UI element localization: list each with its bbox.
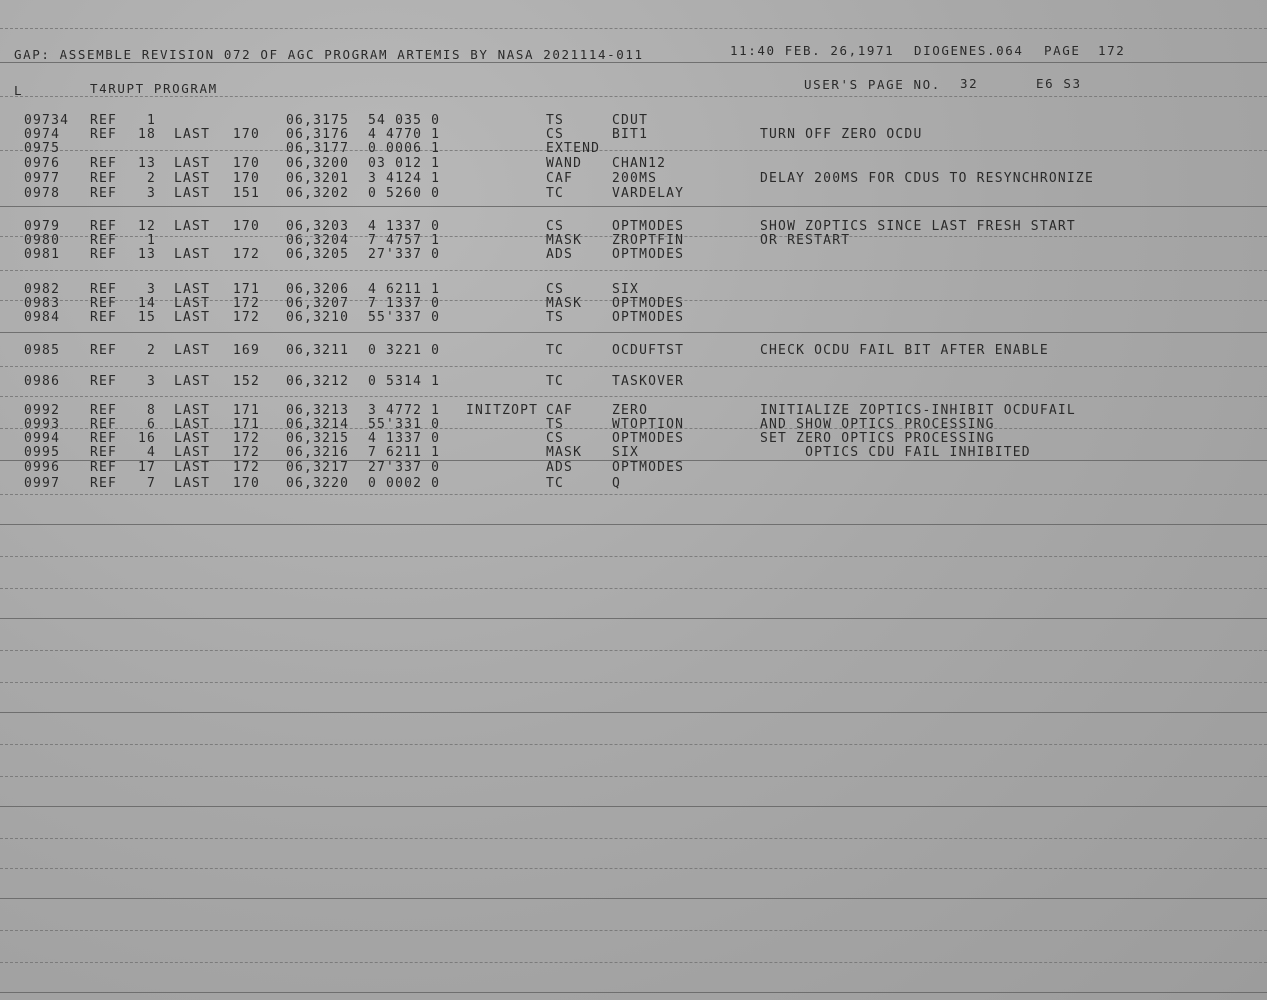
ruled-line (0, 838, 1267, 839)
operand: OPTMODES (612, 431, 685, 446)
octal-word: 3 4772 1 (368, 403, 441, 418)
address: 06,3204 (286, 233, 350, 248)
operand: OPTMODES (612, 296, 685, 311)
comment: OR RESTART (760, 233, 851, 248)
last-keyword: LAST (174, 403, 211, 418)
ref-keyword: REF (90, 127, 118, 142)
last-page: 171 (232, 403, 260, 418)
ref-count: 1 (146, 113, 156, 128)
last-keyword: LAST (174, 296, 211, 311)
opcode: CS (546, 219, 565, 234)
ruled-line (0, 524, 1267, 525)
opcode: TC (546, 343, 565, 358)
listing-row (0, 172, 1267, 186)
address: 06,3203 (286, 219, 350, 234)
source-id: DIOGENES.064 (914, 43, 1024, 58)
address: 06,3215 (286, 431, 350, 446)
address: 06,3206 (286, 282, 350, 297)
listing-row (0, 418, 1267, 432)
listing-row (0, 311, 1267, 325)
last-keyword: LAST (174, 186, 211, 201)
opcode: ADS (546, 247, 574, 262)
comment: TURN OFF ZERO OCDU (760, 127, 923, 142)
opcode: TC (546, 476, 565, 491)
listing-row (0, 283, 1267, 297)
opcode: TC (546, 374, 565, 389)
operand: BIT1 (612, 127, 649, 142)
opcode: EXTEND (546, 141, 601, 156)
line-number: 09734 (24, 113, 70, 128)
line-number: 0982 (24, 282, 61, 297)
location: E6 S3 (1036, 76, 1082, 91)
listing-row (0, 404, 1267, 418)
operand: VARDELAY (612, 186, 685, 201)
ref-keyword: REF (90, 310, 118, 325)
ruled-line (0, 96, 1267, 97)
octal-word: 4 4770 1 (368, 127, 441, 142)
listing-row (0, 187, 1267, 201)
last-keyword: LAST (174, 374, 211, 389)
opcode: CAF (546, 171, 574, 186)
listing-title: GAP: ASSEMBLE REVISION 072 OF AGC PROGRAM ARTEMIS BY NASA 2021114-011 (14, 47, 644, 62)
last-keyword: LAST (174, 343, 211, 358)
octal-word: 55'337 0 (368, 310, 441, 325)
opcode: ADS (546, 460, 574, 475)
comment: OPTICS CDU FAIL INHIBITED (760, 445, 1031, 460)
octal-word: 27'337 0 (368, 247, 441, 262)
opcode: TC (546, 186, 565, 201)
print-time: 11:40 FEB. 26,1971 (730, 43, 895, 58)
opcode: CAF (546, 403, 574, 418)
ruled-line (0, 332, 1267, 333)
label: INITZOPT (466, 403, 539, 418)
last-keyword: LAST (174, 460, 211, 475)
address: 06,3177 (286, 141, 350, 156)
line-number: 0978 (24, 186, 61, 201)
ref-count: 3 (146, 282, 156, 297)
ref-count: 16 (137, 431, 156, 446)
operand: SIX (612, 282, 640, 297)
opcode: MASK (546, 445, 583, 460)
last-keyword: LAST (174, 445, 211, 460)
listing-row (0, 220, 1267, 234)
listing-row (0, 297, 1267, 311)
octal-word: 54 035 0 (368, 113, 441, 128)
listing-row (0, 477, 1267, 491)
comment: INITIALIZE ZOPTICS-INHIBIT OCDUFAIL (760, 403, 1076, 418)
ref-count: 12 (137, 219, 156, 234)
ref-keyword: REF (90, 219, 118, 234)
operand: CHAN12 (612, 156, 667, 171)
line-number: 0992 (24, 403, 61, 418)
last-page: 171 (232, 282, 260, 297)
listing-row (0, 432, 1267, 446)
operand: ZERO (612, 403, 649, 418)
octal-word: 4 1337 0 (368, 431, 441, 446)
line-number: 0984 (24, 310, 61, 325)
line-number: 0975 (24, 141, 61, 156)
ref-count: 17 (137, 460, 156, 475)
octal-word: 55'331 0 (368, 417, 441, 432)
listing-row (0, 446, 1267, 460)
line-number: 0981 (24, 247, 61, 262)
octal-word: 4 1337 0 (368, 219, 441, 234)
line-number: 0994 (24, 431, 61, 446)
last-page: 170 (232, 476, 260, 491)
ref-count: 3 (146, 186, 156, 201)
ruled-line (0, 270, 1267, 271)
listing-row (0, 248, 1267, 262)
listing-row (0, 114, 1267, 128)
ref-keyword: REF (90, 445, 118, 460)
line-number: 0979 (24, 219, 61, 234)
operand: SIX (612, 445, 640, 460)
user-page-label: USER'S PAGE NO. (804, 77, 941, 92)
last-page: 172 (232, 296, 260, 311)
opcode: CS (546, 282, 565, 297)
operand: WTOPTION (612, 417, 685, 432)
listing-code: L (14, 83, 24, 98)
last-page: 170 (232, 171, 260, 186)
ref-keyword: REF (90, 460, 118, 475)
ruled-line (0, 28, 1267, 29)
octal-word: 0 0006 1 (368, 141, 441, 156)
last-keyword: LAST (174, 127, 211, 142)
last-keyword: LAST (174, 247, 211, 262)
comment: SET ZERO OPTICS PROCESSING (760, 431, 995, 446)
ref-keyword: REF (90, 247, 118, 262)
line-number: 0997 (24, 476, 61, 491)
opcode: CS (546, 431, 565, 446)
address: 06,3214 (286, 417, 350, 432)
ref-keyword: REF (90, 403, 118, 418)
ruled-line (0, 494, 1267, 495)
line-number: 0986 (24, 374, 61, 389)
ruled-line (0, 712, 1267, 713)
octal-word: 27'337 0 (368, 460, 441, 475)
octal-word: 0 5260 0 (368, 186, 441, 201)
ruled-line (0, 776, 1267, 777)
line-number: 0974 (24, 127, 61, 142)
operand: OPTMODES (612, 460, 685, 475)
address: 06,3207 (286, 296, 350, 311)
opcode: MASK (546, 233, 583, 248)
ruled-line (0, 992, 1267, 993)
line-number: 0996 (24, 460, 61, 475)
ref-keyword: REF (90, 476, 118, 491)
address: 06,3200 (286, 156, 350, 171)
last-page: 152 (232, 374, 260, 389)
listing-row (0, 128, 1267, 142)
line-number: 0977 (24, 171, 61, 186)
ref-keyword: REF (90, 113, 118, 128)
ruled-line (0, 588, 1267, 589)
ruled-line (0, 206, 1267, 207)
address: 06,3176 (286, 127, 350, 142)
last-page: 172 (232, 445, 260, 460)
line-number: 0993 (24, 417, 61, 432)
last-keyword: LAST (174, 282, 211, 297)
page-number: 172 (1098, 43, 1126, 58)
operand: TASKOVER (612, 374, 685, 389)
line-number: 0995 (24, 445, 61, 460)
ref-count: 4 (146, 445, 156, 460)
listing-row (0, 142, 1267, 156)
address: 06,3210 (286, 310, 350, 325)
last-page: 172 (232, 247, 260, 262)
ref-keyword: REF (90, 417, 118, 432)
ruled-line (0, 744, 1267, 745)
operand: 200MS (612, 171, 658, 186)
ruled-line (0, 618, 1267, 619)
octal-word: 0 5314 1 (368, 374, 441, 389)
address: 06,3201 (286, 171, 350, 186)
ruled-line (0, 868, 1267, 869)
ref-keyword: REF (90, 296, 118, 311)
last-page: 171 (232, 417, 260, 432)
ref-keyword: REF (90, 282, 118, 297)
last-page: 170 (232, 156, 260, 171)
operand: CDUT (612, 113, 649, 128)
octal-word: 7 1337 0 (368, 296, 441, 311)
octal-word: 4 6211 1 (368, 282, 441, 297)
last-keyword: LAST (174, 171, 211, 186)
comment: SHOW ZOPTICS SINCE LAST FRESH START (760, 219, 1076, 234)
operand: ZROPTFIN (612, 233, 685, 248)
ref-keyword: REF (90, 343, 118, 358)
last-page: 169 (232, 343, 260, 358)
ruled-line (0, 62, 1267, 63)
ref-keyword: REF (90, 431, 118, 446)
address: 06,3216 (286, 445, 350, 460)
ref-count: 2 (146, 171, 156, 186)
last-page: 172 (232, 310, 260, 325)
address: 06,3202 (286, 186, 350, 201)
last-keyword: LAST (174, 219, 211, 234)
listing-row (0, 344, 1267, 358)
octal-word: 03 012 1 (368, 156, 441, 171)
line-number: 0985 (24, 343, 61, 358)
ruled-line (0, 650, 1267, 651)
address: 06,3213 (286, 403, 350, 418)
line-number: 0980 (24, 233, 61, 248)
listing-row (0, 157, 1267, 171)
ruled-line (0, 898, 1267, 899)
octal-word: 7 4757 1 (368, 233, 441, 248)
opcode: MASK (546, 296, 583, 311)
ruled-line (0, 682, 1267, 683)
last-keyword: LAST (174, 156, 211, 171)
operand: OPTMODES (612, 219, 685, 234)
address: 06,3175 (286, 113, 350, 128)
comment: DELAY 200MS FOR CDUS TO RESYNCHRONIZE (760, 171, 1094, 186)
ref-keyword: REF (90, 374, 118, 389)
last-page: 170 (232, 219, 260, 234)
listing-row (0, 461, 1267, 475)
opcode: TS (546, 113, 565, 128)
address: 06,3217 (286, 460, 350, 475)
opcode: TS (546, 310, 565, 325)
operand: OCDUFTST (612, 343, 685, 358)
ref-count: 3 (146, 374, 156, 389)
opcode: TS (546, 417, 565, 432)
line-number: 0983 (24, 296, 61, 311)
ruled-line (0, 806, 1267, 807)
last-keyword: LAST (174, 310, 211, 325)
ref-keyword: REF (90, 186, 118, 201)
ref-count: 13 (137, 247, 156, 262)
ref-count: 18 (137, 127, 156, 142)
last-page: 172 (232, 431, 260, 446)
octal-word: 7 6211 1 (368, 445, 441, 460)
octal-word: 3 4124 1 (368, 171, 441, 186)
operand: Q (612, 476, 622, 491)
operand: OPTMODES (612, 247, 685, 262)
ruled-line (0, 930, 1267, 931)
address: 06,3220 (286, 476, 350, 491)
last-page: 170 (232, 127, 260, 142)
octal-word: 0 0002 0 (368, 476, 441, 491)
opcode: CS (546, 127, 565, 142)
ref-keyword: REF (90, 171, 118, 186)
ref-count: 2 (146, 343, 156, 358)
last-page: 151 (232, 186, 260, 201)
listing-row (0, 375, 1267, 389)
ref-keyword: REF (90, 233, 118, 248)
ruled-line (0, 396, 1267, 397)
ref-count: 1 (146, 233, 156, 248)
ruled-line (0, 366, 1267, 367)
ref-count: 13 (137, 156, 156, 171)
octal-word: 0 3221 0 (368, 343, 441, 358)
ref-count: 14 (137, 296, 156, 311)
page-label: PAGE (1044, 43, 1081, 58)
last-keyword: LAST (174, 431, 211, 446)
ref-count: 8 (146, 403, 156, 418)
ref-count: 15 (137, 310, 156, 325)
listing-row (0, 234, 1267, 248)
program-name: T4RUPT PROGRAM (90, 81, 218, 96)
address: 06,3212 (286, 374, 350, 389)
operand: OPTMODES (612, 310, 685, 325)
user-page-number: 32 (960, 76, 979, 91)
ruled-line (0, 962, 1267, 963)
opcode: WAND (546, 156, 583, 171)
comment: CHECK OCDU FAIL BIT AFTER ENABLE (760, 343, 1049, 358)
ref-count: 7 (146, 476, 156, 491)
ruled-line (0, 556, 1267, 557)
line-number: 0976 (24, 156, 61, 171)
ref-keyword: REF (90, 156, 118, 171)
last-page: 172 (232, 460, 260, 475)
address: 06,3211 (286, 343, 350, 358)
last-keyword: LAST (174, 417, 211, 432)
address: 06,3205 (286, 247, 350, 262)
comment: AND SHOW OPTICS PROCESSING (760, 417, 995, 432)
ref-count: 6 (146, 417, 156, 432)
last-keyword: LAST (174, 476, 211, 491)
